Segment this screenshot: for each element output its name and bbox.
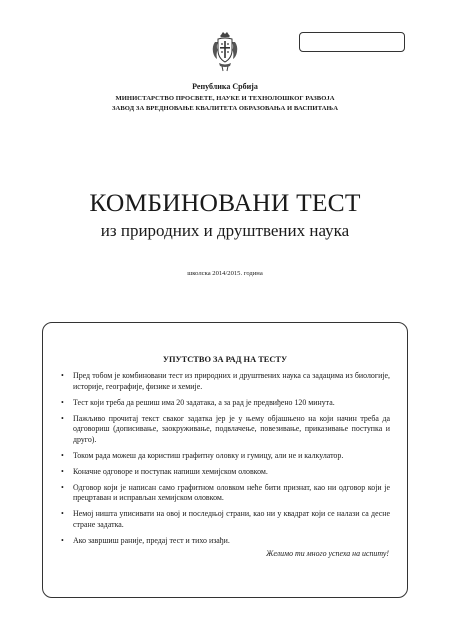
page-subtitle: из природних и друштвених наука [100,221,350,240]
institute-label: ЗАВОД ЗА ВРЕДНОВАЊЕ КВАЛИТЕТА ОБРАЗОВАЊА И ВАСПИТАЊА [111,105,339,112]
page-title: КОМБИНОВАНИ ТЕСТ [89,188,361,217]
list-item: • Тест који треба да решиш има 20 задатака, а за рад је предвиђено 120 минута. [59,398,390,409]
student-code-box[interactable] [299,32,405,52]
ministry-label: МИНИСТАРСТВО ПРОСВЕТЕ, НАУКЕ И ТЕХНОЛОШКОГ РАЗВОЈА [115,95,335,102]
instructions-heading: УПУТСТВО ЗА РАД НА ТЕСТУ [162,355,288,364]
list-item: • Током рада можеш да користиш графитну оловку и гумицу, али не и калкулатор. [59,451,390,462]
instructions-box [42,322,408,598]
republic-label: Република Србија [192,82,258,91]
school-year: школска 2014/2015. година [187,270,263,277]
instructions-list [59,371,390,552]
serbian-coat-of-arms-icon [210,30,240,72]
list-item: • Пажљиво прочитај текст сваког задатка јер је у њему објашњено на који начин треба да одговориш (дописивање, заокруживање, подвлачење, повезивање, приказивање поступка и друго). [59,414,390,446]
list-item: • Коначне одговоре и поступак напиши хемијском оловком. [59,467,390,478]
list-item: • Одговор који је написан само графитном оловком неће бити признат, као ни одговор који је прецртаван и исправљан хемијском оловком. [59,483,390,504]
list-item: • Немој ништа уписивати на овој и последњој страни, као ни у квадрат који се налази са десне стране задатка. [59,509,390,530]
list-item: • Ако завршиш раније, предај тест и тихо изађи. [59,536,390,547]
list-item: • Пред тобом је комбиновани тест из природних и друштвених наука са задацима из биологије, историје, географије, физике и хемије. [59,371,390,392]
closing-message: Желимо ти много успеха на испиту! [266,549,389,558]
